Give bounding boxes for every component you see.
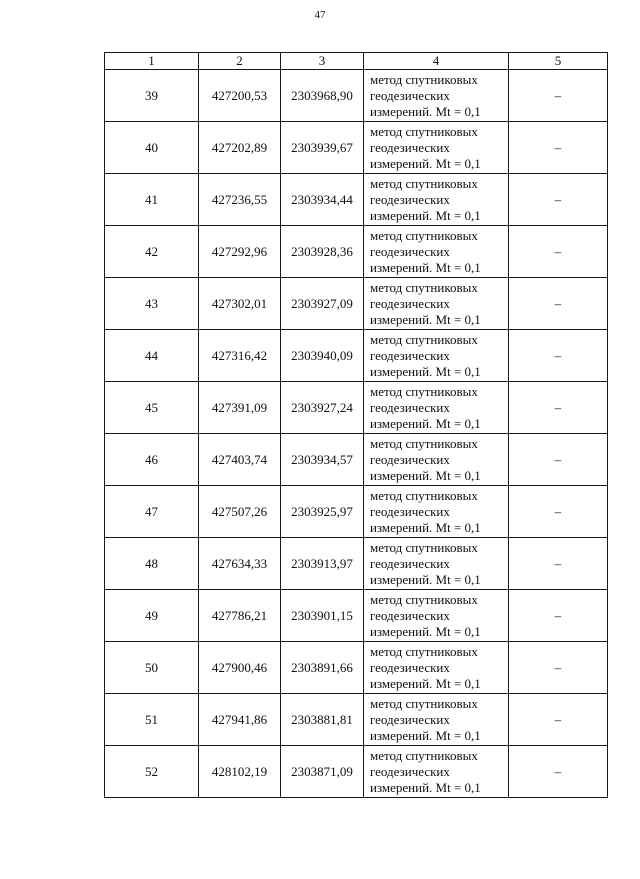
y-coordinate-cell: 2303881,81 <box>281 694 364 746</box>
method-cell <box>364 694 509 746</box>
method-line: метод спутниковых <box>370 539 478 555</box>
method-cell <box>364 642 509 694</box>
method-line: геодезических <box>370 243 450 259</box>
method-line: измерений. Mt = 0,1 <box>370 779 481 795</box>
point-number-cell: 48 <box>105 538 199 590</box>
method-line: геодезических <box>370 451 450 467</box>
method-line: измерений. Mt = 0,1 <box>370 675 481 691</box>
note-cell: – <box>509 174 608 226</box>
y-coordinate-cell: 2303925,97 <box>281 486 364 538</box>
method-line: измерений. Mt = 0,1 <box>370 727 481 743</box>
table-row <box>105 434 608 486</box>
table-row <box>105 486 608 538</box>
method-line: метод спутниковых <box>370 175 478 191</box>
y-coordinate-cell: 2303934,57 <box>281 434 364 486</box>
table-row <box>105 694 608 746</box>
table-body <box>105 70 608 798</box>
method-line: геодезических <box>370 295 450 311</box>
table-row <box>105 174 608 226</box>
method-line: метод спутниковых <box>370 643 478 659</box>
point-number-cell: 40 <box>105 122 199 174</box>
method-line: измерений. Mt = 0,1 <box>370 519 481 535</box>
method-line: геодезических <box>370 555 450 571</box>
method-cell <box>364 70 509 122</box>
table-row <box>105 382 608 434</box>
x-coordinate-cell: 427507,26 <box>199 486 281 538</box>
x-coordinate-cell: 427634,33 <box>199 538 281 590</box>
method-line: геодезических <box>370 347 450 363</box>
note-cell: – <box>509 226 608 278</box>
table-row <box>105 226 608 278</box>
method-line: измерений. Mt = 0,1 <box>370 103 481 119</box>
column-header: 5 <box>509 53 608 70</box>
column-header: 4 <box>364 53 509 70</box>
note-cell: – <box>509 642 608 694</box>
y-coordinate-cell: 2303928,36 <box>281 226 364 278</box>
note-cell: – <box>509 434 608 486</box>
method-line: геодезических <box>370 607 450 623</box>
table-row <box>105 590 608 642</box>
method-line: измерений. Mt = 0,1 <box>370 571 481 587</box>
method-line: геодезических <box>370 399 450 415</box>
x-coordinate-cell: 427786,21 <box>199 590 281 642</box>
point-number-cell: 42 <box>105 226 199 278</box>
y-coordinate-cell: 2303913,97 <box>281 538 364 590</box>
method-cell <box>364 174 509 226</box>
table-row <box>105 278 608 330</box>
note-cell: – <box>509 694 608 746</box>
note-cell: – <box>509 746 608 798</box>
method-line: геодезических <box>370 763 450 779</box>
x-coordinate-cell: 427292,96 <box>199 226 281 278</box>
point-number-cell: 45 <box>105 382 199 434</box>
method-line: измерений. Mt = 0,1 <box>370 259 481 275</box>
method-cell <box>364 486 509 538</box>
y-coordinate-cell: 2303871,09 <box>281 746 364 798</box>
method-cell <box>364 330 509 382</box>
y-coordinate-cell: 2303934,44 <box>281 174 364 226</box>
x-coordinate-cell: 427202,89 <box>199 122 281 174</box>
method-line: метод спутниковых <box>370 331 478 347</box>
method-line: измерений. Mt = 0,1 <box>370 467 481 483</box>
method-cell <box>364 590 509 642</box>
y-coordinate-cell: 2303968,90 <box>281 70 364 122</box>
note-cell: – <box>509 538 608 590</box>
method-line: метод спутниковых <box>370 487 478 503</box>
method-line: геодезических <box>370 191 450 207</box>
x-coordinate-cell: 427900,46 <box>199 642 281 694</box>
method-line: геодезических <box>370 503 450 519</box>
method-cell <box>364 382 509 434</box>
table-header-row <box>105 53 608 70</box>
column-header: 1 <box>105 53 199 70</box>
x-coordinate-cell: 427403,74 <box>199 434 281 486</box>
x-coordinate-cell: 427200,53 <box>199 70 281 122</box>
method-line: метод спутниковых <box>370 695 478 711</box>
method-line: измерений. Mt = 0,1 <box>370 415 481 431</box>
method-line: метод спутниковых <box>370 279 478 295</box>
y-coordinate-cell: 2303939,67 <box>281 122 364 174</box>
method-line: метод спутниковых <box>370 747 478 763</box>
method-cell <box>364 434 509 486</box>
x-coordinate-cell: 427302,01 <box>199 278 281 330</box>
point-number-cell: 44 <box>105 330 199 382</box>
point-number-cell: 49 <box>105 590 199 642</box>
method-line: измерений. Mt = 0,1 <box>370 623 481 639</box>
method-cell <box>364 122 509 174</box>
table-row <box>105 746 608 798</box>
method-line: геодезических <box>370 139 450 155</box>
x-coordinate-cell: 427316,42 <box>199 330 281 382</box>
y-coordinate-cell: 2303940,09 <box>281 330 364 382</box>
point-number-cell: 50 <box>105 642 199 694</box>
column-header: 3 <box>281 53 364 70</box>
method-line: геодезических <box>370 711 450 727</box>
coordinates-table <box>104 52 608 798</box>
x-coordinate-cell: 428102,19 <box>199 746 281 798</box>
y-coordinate-cell: 2303927,24 <box>281 382 364 434</box>
method-line: метод спутниковых <box>370 71 478 87</box>
table-row <box>105 330 608 382</box>
table-row <box>105 642 608 694</box>
column-header: 2 <box>199 53 281 70</box>
method-cell <box>364 538 509 590</box>
table-row <box>105 538 608 590</box>
note-cell: – <box>509 382 608 434</box>
method-line: геодезических <box>370 659 450 675</box>
method-line: измерений. Mt = 0,1 <box>370 363 481 379</box>
method-line: измерений. Mt = 0,1 <box>370 207 481 223</box>
point-number-cell: 47 <box>105 486 199 538</box>
method-line: метод спутниковых <box>370 227 478 243</box>
point-number-cell: 43 <box>105 278 199 330</box>
table-row <box>105 122 608 174</box>
x-coordinate-cell: 427941,86 <box>199 694 281 746</box>
table-row <box>105 70 608 122</box>
method-cell <box>364 746 509 798</box>
point-number-cell: 41 <box>105 174 199 226</box>
y-coordinate-cell: 2303901,15 <box>281 590 364 642</box>
note-cell: – <box>509 330 608 382</box>
note-cell: – <box>509 486 608 538</box>
note-cell: – <box>509 70 608 122</box>
point-number-cell: 51 <box>105 694 199 746</box>
y-coordinate-cell: 2303891,66 <box>281 642 364 694</box>
point-number-cell: 46 <box>105 434 199 486</box>
method-cell <box>364 278 509 330</box>
y-coordinate-cell: 2303927,09 <box>281 278 364 330</box>
method-line: метод спутниковых <box>370 591 478 607</box>
x-coordinate-cell: 427236,55 <box>199 174 281 226</box>
note-cell: – <box>509 278 608 330</box>
method-line: геодезических <box>370 87 450 103</box>
x-coordinate-cell: 427391,09 <box>199 382 281 434</box>
method-line: измерений. Mt = 0,1 <box>370 311 481 327</box>
method-line: метод спутниковых <box>370 383 478 399</box>
method-line: измерений. Mt = 0,1 <box>370 155 481 171</box>
method-cell <box>364 226 509 278</box>
method-line: метод спутниковых <box>370 435 478 451</box>
page-number: 47 <box>314 9 326 21</box>
method-line: метод спутниковых <box>370 123 478 139</box>
point-number-cell: 52 <box>105 746 199 798</box>
note-cell: – <box>509 122 608 174</box>
point-number-cell: 39 <box>105 70 199 122</box>
note-cell: – <box>509 590 608 642</box>
